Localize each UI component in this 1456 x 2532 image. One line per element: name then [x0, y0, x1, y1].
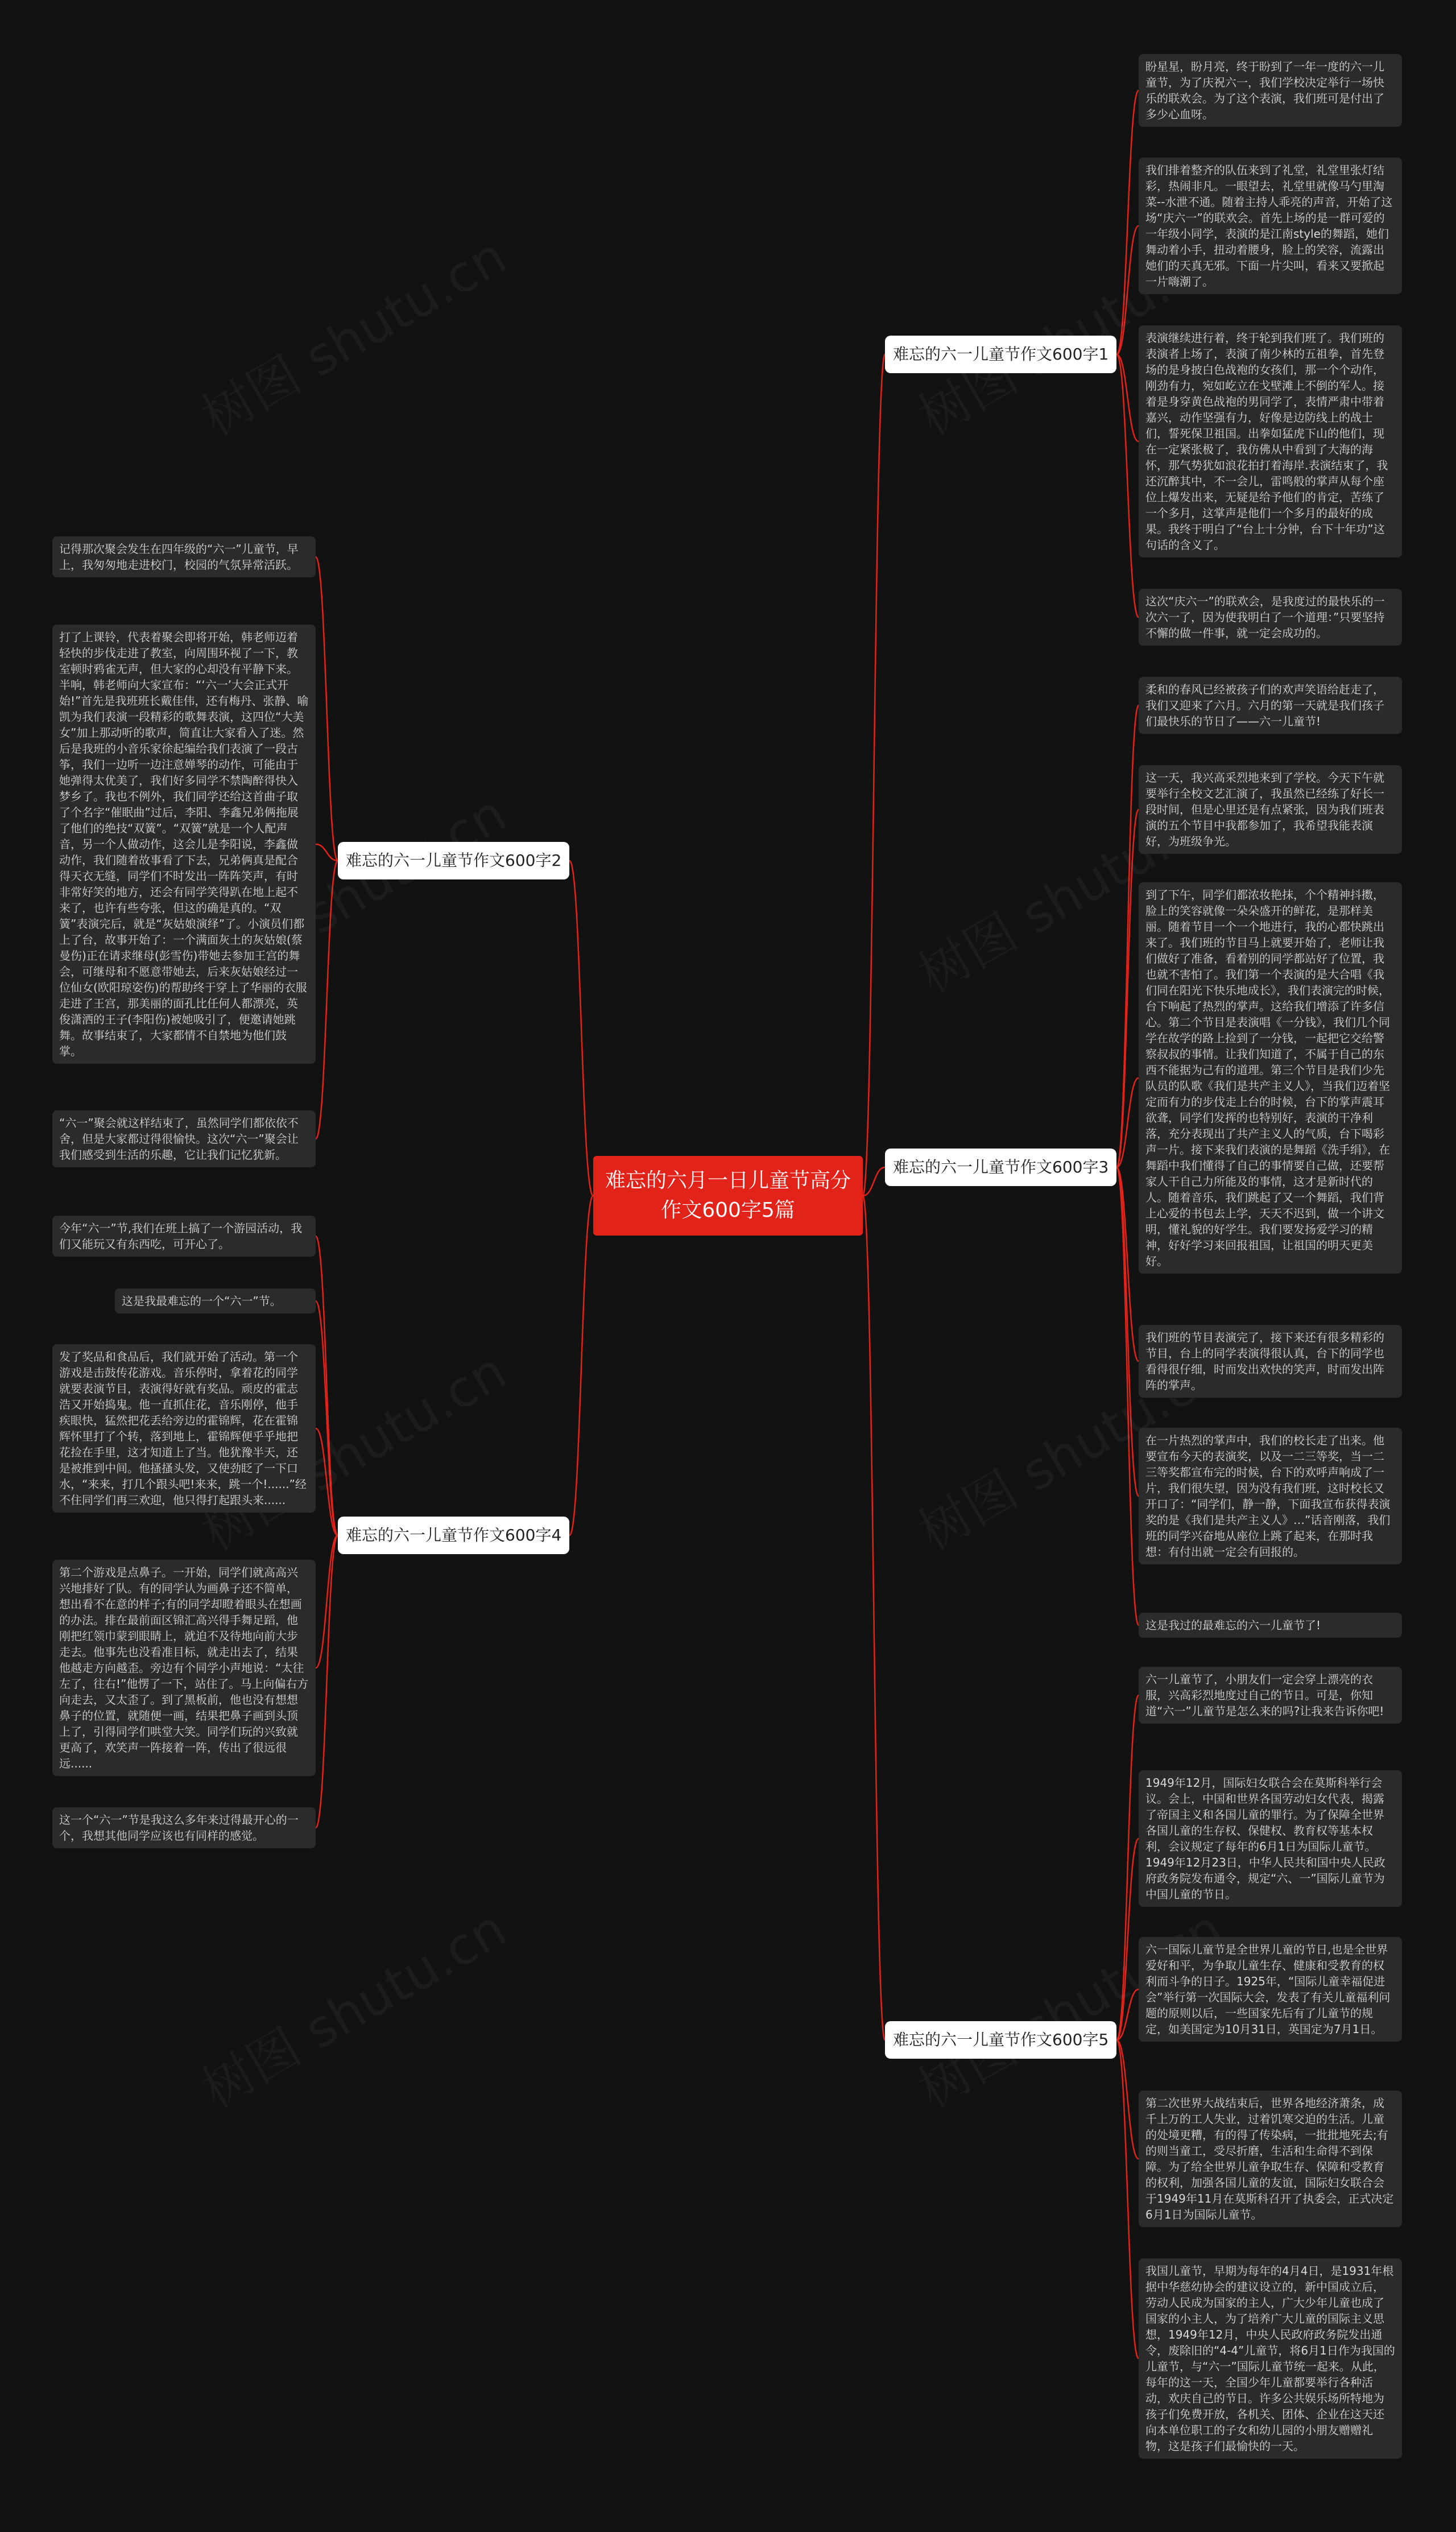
leaf-essay-3-para-2: 这一天，我兴高采烈地来到了学校。今天下午就要举行全校文艺汇演了，我虽然已经练了好长一段时间，但是心里还是有点紧张，因为我们班表演的五个节目中我都参加了，我希望我能表演好，为班级争光。	[1139, 765, 1402, 854]
root-to-branch-link	[863, 354, 885, 1196]
leaf-essay-3-para-5: 在一片热烈的掌声中，我们的校长走了出来。他要宣布今天的表演奖，以及一二三等奖，当一二三等奖都宣布完的时候，台下的欢呼声响成了一片，我们很失望，因为没有我们班，这时校长又开口了：“同学们，静一静，下面我宣布获得表演奖的是《我们是共产主义人》…”话音刚落，我们班的同学兴奋地从座位上跳了起来，在那时我想：有付出就一定会有回报的。	[1139, 1428, 1402, 1564]
branch-to-leaf-link	[1116, 705, 1139, 1167]
leaf-essay-4-para-4: 第二个游戏是点鼻子。一开始，同学们就高高兴兴地排好了队。有的同学认为画鼻子还不简单，想出看不在意的样子;有的同学却瞪着眼头在想画的办法。排在最前面区锦汇高兴得手舞足蹈，他刚把红领巾蒙到眼睛上，就迫不及待地向前大步走去。他事先也没看准目标，就走出去了，结果他越走方向越歪。旁边有个同学小声地说：“太往左了，往右!”他愣了一下，站住了。马上向偏右方向走去，又太歪了。到了黑板前，他也没有想想鼻子的位置，就随便一画，结果把鼻子画到头顶上了，引得同学们哄堂大笑。同学们玩的兴致就更高了，欢笑声一阵接着一阵，传出了很远很远......	[52, 1560, 316, 1776]
leaf-essay-5-para-4: 第二次世界大战结束后，世界各地经济萧条，成千上万的工人失业，过着饥寒交迫的生活。儿童的处境更糟，有的得了传染病，一批批地死去;有的则当童工，受尽折磨，生活和生命得不到保障。为了给全世界儿童争取生存、保障和受教育的权利，加强各国儿童的友谊，国际妇女联合会于1949年11月在莫斯科召开了执委会，正式决定6月1日为国际儿童节。	[1139, 2091, 1402, 2227]
root-to-branch-link	[569, 1196, 593, 1535]
branch-essay-1[interactable]: 难忘的六一儿童节作文600字1	[885, 336, 1116, 373]
branch-to-leaf-link	[316, 1301, 338, 1535]
branch-essay-2[interactable]: 难忘的六一儿童节作文600字2	[338, 842, 569, 879]
leaf-essay-1-para-1: 盼星星，盼月亮，终于盼到了一年一度的六一儿童节，为了庆祝六一，我们学校决定举行一场快乐的联欢会。为了这个表演，我们班可是付出了多少心血呀。	[1139, 54, 1402, 127]
leaf-essay-1-para-4: 这次“庆六一”的联欢会，是我度过的最快乐的一次六一了，因为使我明白了一个道理：”只要坚持不懈的做一件事，就一定会成功的。	[1139, 589, 1402, 646]
branch-to-leaf-link	[316, 1236, 338, 1535]
branch-to-leaf-link	[1116, 90, 1139, 354]
leaf-essay-5-para-3: 六一国际儿童节是全世界儿童的节日,也是全世界爱好和平，为争取儿童生存、健康和受教育的权利而斗争的日子。1925年，“国际儿童幸福促进会”举行第一次国际大会，发表了有关儿童福利问题的原则以后，一些国家先后有了儿童节的规定，如美国定为10月31日，英国定为7月1日。	[1139, 1937, 1402, 2042]
leaf-essay-1-para-3: 表演继续进行着，终于轮到我们班了。我们班的表演者上场了，表演了南少林的五祖拳，首先登场的是身披白色战袍的女孩们，那一个个动作，刚劲有力，宛如屹立在戈壁滩上不倒的军人。接着是身穿黄色战袍的男同学了，表情严肃中带着嘉兴，动作坚强有力，好像是边防线上的战士们，誓死保卫祖国。出拳如猛虎下山的他们，现在一定紧张极了，我仿佛从中看到了大海的海怀，那气势犹如浪花拍打着海岸.表演结束了，我还沉醉其中，不一会儿，雷鸣般的掌声从每个座位上爆发出来，无疑是给予他们的肯定，苦练了一个多月，这掌声是他们一个多月的最好的成果。我终于明白了“台上十分钟，台下十年功”这句话的含义了。	[1139, 325, 1402, 557]
leaf-essay-3-para-6: 这是我过的最难忘的六一儿童节了!	[1139, 1613, 1402, 1638]
root-to-branch-link	[863, 1196, 885, 2040]
leaf-essay-2-para-3: “六一”聚会就这样结束了，虽然同学们都依依不舍，但是大家都过得很愉快。这次“六一”聚会让我们感受到生活的乐趣，它让我们记忆犹新。	[52, 1110, 316, 1167]
branch-to-leaf-link	[316, 1535, 338, 1668]
leaf-essay-5-para-5: 我国儿童节，早期为每年的4月4日，是1931年根据中华慈幼协会的建议设立的，新中国成立后，劳动人民成为国家的主人，广大少年儿童也成了国家的小主人，为了培养广大儿童的国际主义思想，1949年12月，中央人民政府政务院发出通令，废除旧的“4-4”儿童节，将6月1日作为我国的儿童节，与“六一”国际儿童节统一起来。从此，每年的这一天，全国少年儿童都要举行各种活动，欢庆自己的节日。许多公共娱乐场所特地为孩子们免费开放，各机关、团体、企业在这天还向本单位职工的子女和幼儿园的小朋友赠赠礼物，这是孩子们最愉快的一天。	[1139, 2258, 1402, 2459]
branch-to-leaf-link	[1116, 2040, 1139, 2159]
branch-to-leaf-link	[316, 557, 338, 861]
leaf-essay-4-para-5: 这一个“六一”节是我这么多年来过得最开心的一个，我想其他同学应该也有同样的感觉。	[52, 1807, 316, 1848]
branch-to-leaf-link	[1116, 1167, 1139, 1625]
leaf-essay-3-para-1: 柔和的春风已经被孩子们的欢声笑语给赶走了，我们又迎来了六月。六月的第一天就是我们孩子们最快乐的节日了——六一儿童节!	[1139, 677, 1402, 734]
branch-to-leaf-link	[316, 861, 338, 1139]
branch-essay-3[interactable]: 难忘的六一儿童节作文600字3	[885, 1149, 1116, 1186]
branch-to-leaf-link	[1116, 226, 1139, 354]
leaf-essay-4-para-2: 这是我最难忘的一个“六一”节。	[115, 1288, 316, 1313]
branch-to-leaf-link	[1116, 1695, 1139, 2040]
leaf-essay-2-para-1: 记得那次聚会发生在四年级的“六一”儿童节，早上，我匆匆地走进校门，校园的气氛异常活跃。	[52, 536, 316, 577]
leaf-essay-2-para-2: 打了上课铃，代表着聚会即将开始，韩老师迈着轻快的步伐走进了教室，向周围环视了一下，教室顿时鸦雀无声，但大家的心却没有平静下来。半响，韩老师向大家宣布：“‘六一’大会正式开始!”首先是我班班长戴佳伟，还有梅丹、张静、喻凯为我们表演一段精彩的歌舞表演，这四位“大美女”加上那动听的歌声，简直让大家看入了迷。然后是我班的小音乐家徐起编给我们表演了一段古筝，我们一边听一边注意婵琴的动作，可能由于她弹得太优美了，我们好多同学不禁陶醉得快入梦乡了。我也不例外，我们同学还给这首曲子取了个名字“催眠曲”过后，李阳、李鑫兄弟俩拖展了他们的绝技“双簧”。“双簧”就是一个人配声音，另一个人做动作，这会儿是李阳说，李鑫做动作，我们随着故事看了下去，兄弟俩真是配合得天衣无缝，同学们不时发出一阵阵笑声，有时非常好笑的地方，还会有同学笑得趴在地上起不来了，也许有些夸张，但这的确是真的。“双簧”表演完后，就是“灰姑娘演绎”了。小演员们都上了台，故事开始了：一个满面灰土的灰姑娘(蔡曼伤)正在请求继母(彭雪伤)带她去参加王宫的舞会，可继母和不愿意带她去，后来灰姑娘经过一位仙女(欧阳琼姿伤)的帮助终于穿上了华丽的衣服走进了王宫，那美丽的面孔比任何人都漂亮，英俊潇洒的王子(李阳伤)被她吸引了，便邀请她跳舞。故事结束了，大家都情不自禁地为他们鼓掌。	[52, 625, 316, 1064]
root-topic[interactable]: 难忘的六月一日儿童节高分作文600字5篇	[593, 1156, 863, 1236]
leaf-essay-1-para-2: 我们排着整齐的队伍来到了礼堂，礼堂里张灯结彩，热闹非凡。一眼望去，礼堂里就像马勺里淘菜--水泄不通。随着主持人乖亮的声音，开始了这场“庆六一”的联欢会。首先上场的是一群可爱的一年级小同学，表演的是江南style的舞蹈，她们舞动着小手，扭动着腰身，脸上的笑容，流露出她们的天真无邪。下面一片尖叫，看来又要掀起一片嗨潮了。	[1139, 158, 1402, 294]
leaf-essay-5-para-1: 六一儿童节了，小朋友们一定会穿上漂亮的衣服，兴高彩烈地度过自己的节日。可是，你知道“六一”儿童节是怎么来的吗?让我来告诉你吧!	[1139, 1667, 1402, 1724]
branch-essay-4[interactable]: 难忘的六一儿童节作文600字4	[338, 1517, 569, 1554]
leaf-essay-4-para-1: 今年“六一”节,我们在班上搞了一个游园活动，我们又能玩又有东西吃，可开心了。	[52, 1216, 316, 1257]
leaf-essay-5-para-2: 1949年12月，国际妇女联合会在莫斯科举行会议。会上，中国和世界各国劳动妇女代表，揭露了帝国主义和各国儿童的罪行。为了保障全世界各国儿童的生存权、保健权、教育权等基本权利，会议规定了每年的6月1日为国际儿童节。1949年12月23日，中华人民共和国中央人民政府政务院发布通令，规定“六、一”国际儿童节为中国儿童的节日。	[1139, 1770, 1402, 1907]
branch-to-leaf-link	[1116, 809, 1139, 1167]
branch-essay-5[interactable]: 难忘的六一儿童节作文600字5	[885, 2021, 1116, 2059]
branch-to-leaf-link	[1116, 1167, 1139, 1496]
leaf-essay-3-para-3: 到了下午，同学们都浓妆艳抹，个个精神抖擞，脸上的笑容就像一朵朵盛开的鲜花，是那样美丽。随着节目一个一个地进行，我的心都快跳出来了。我们班的节目马上就要开始了，老师让我们做好了准备，看着别的同学都站好了位置，我也就不害怕了。我们第一个表演的是大合唱《我们同在阳光下快乐地成长》，我们表演完的时候，台下响起了热烈的掌声。这给我们增添了许多信心。第二个节目是表演唱《一分钱》，我们几个同学在故学的路上捡到了一分钱，一起把它交给警察叔叔的事情。让我们知道了，不属于自己的东西不能据为己有的道理。第三个节目是我们少先队员的队歌《我们是共产主义人》，当我们迈着坚定而有力的步伐走上台的时候，台下的掌声震耳欲聋，同学们发挥的也特别好，表演的干净利落，充分表现出了共产主义人的气质，台下喝彩声一片。接下来我们表演的是舞蹈《洗手绢》，在舞蹈中我们懂得了自己的事情要自己做，还要帮家人干自己力所能及的事情，这才是新时代的人。随着音乐，我们跳起了又一个舞蹈，我们背上心爱的书包去上学，天天不迟到，做一个讲文明，懂礼貌的好学生。我们要发扬爱学习的精神，好好学习来回报祖国，让祖国的明天更美好。	[1139, 882, 1402, 1274]
leaf-essay-3-para-4: 我们班的节目表演完了，接下来还有很多精彩的节目，台上的同学表演得很认真，台下的同学也看得很仔细，时而发出欢快的笑声，时而发出阵阵的掌声。	[1139, 1325, 1402, 1398]
root-to-branch-link	[569, 861, 593, 1196]
branch-to-leaf-link	[316, 1428, 338, 1535]
branch-to-leaf-link	[316, 1535, 338, 1828]
branch-to-leaf-link	[1116, 2040, 1139, 2358]
leaf-essay-4-para-3: 发了奖品和食品后，我们就开始了活动。第一个游戏是击鼓传花游戏。音乐停时，拿着花的同学就要表演节目，表演得好就有奖品。顽皮的霍志浩又开始捣鬼。他一直抓住花，音乐刚停，他手疾眼快，猛然把花丢给旁边的霍锦辉，花在霍锦辉怀里打了个转，落到地上，霍锦辉便乎乎地把花捡在手里，这才知道上了当。他犹豫半天，还是被推到中间。他搔搔头发，又使劲眨了一下口水，“来来，打几个跟头吧!来来，跳一个!......”经不住同学们再三欢迎，他只得打起跟头来......	[52, 1344, 316, 1513]
